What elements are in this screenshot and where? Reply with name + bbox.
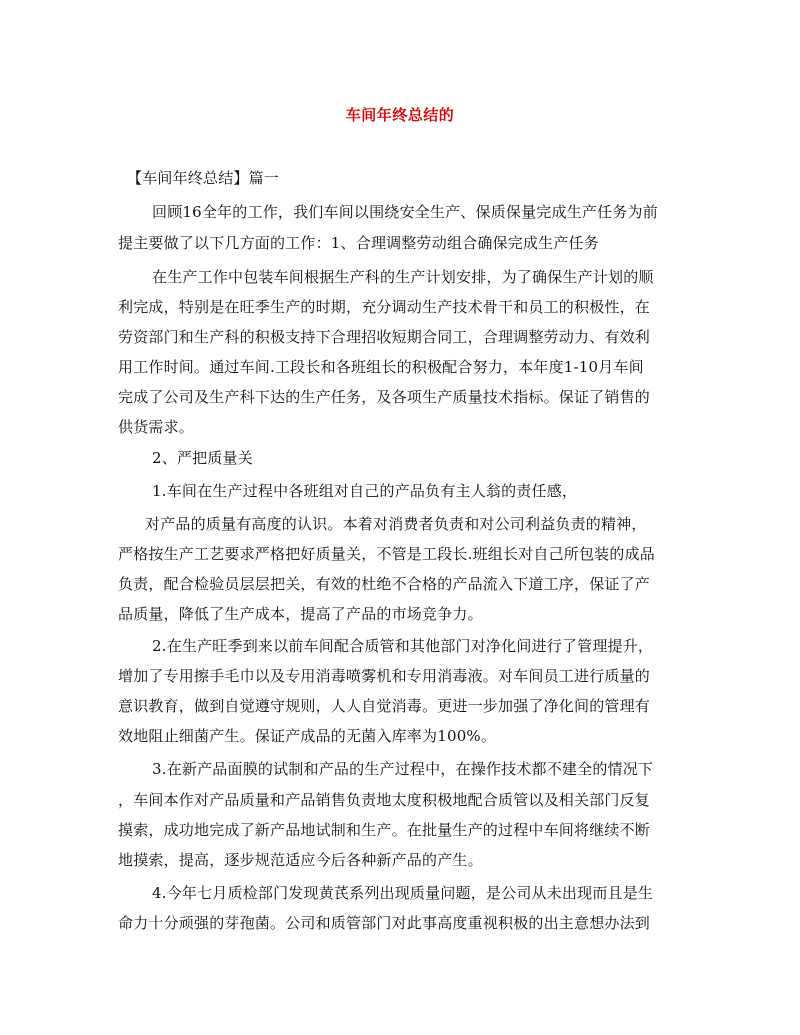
section-heading: 【车间年终总结】篇一 (127, 169, 280, 187)
paragraph-line: 用工作时间。通过车间.工段长和各班组长的积极配合努力，本年度1-10月车间 (118, 358, 644, 376)
paragraph-line: 提主要做了以下几方面的工作：1、合理调整劳动组合确保完成生产任务 (118, 234, 599, 252)
paragraph-line: 负责，配合检验员层层把关，有效的杜绝不合格的产品流入下道工序，保证了产 (118, 575, 651, 593)
paragraph-line: 意识教育，做到自觉遵守规则，人人自觉消毒。更进一步加强了净化间的管理有 (118, 697, 651, 715)
paragraph-line: 增加了专用擦手毛巾以及专用消毒喷雾机和专用消毒液。对车间员工进行质量的 (118, 667, 651, 685)
paragraph-line: 品质量，降低了生产成本，提高了产品的市场竞争力。 (118, 605, 483, 623)
paragraph-line: 劳资部门和生产科的积极支持下合理招收短期合同工，合理调整劳动力、有效利 (118, 328, 651, 346)
paragraph-line: 在生产工作中包装车间根据生产科的生产计划安排，为了确保生产计划的顺 (152, 268, 654, 286)
paragraph-line: 4.今年七月质检部门发现黄芪系列出现质量问题，是公司从未出现而且是生 (152, 884, 654, 902)
section-heading: 2、严把质量关 (152, 449, 253, 467)
paragraph-line: 2.在生产旺季到来以前车间配合质管和其他部门对净化间进行了管理提升， (152, 637, 654, 655)
paragraph-line: 3.在新产品面膜的试制和产品的生产过程中，在操作技术都不建全的情况下 (152, 760, 654, 778)
paragraph-line: 命力十分顽强的芽孢菌。公司和质管部门对此事高度重视积极的出主意想办法到 (118, 914, 651, 932)
paragraph-line: 对产品的质量有高度的认识。本着对消费者负责和对公司利益负责的精神， (145, 515, 647, 533)
paragraph-line: 地摸索，提高，逐步规范适应今后各种新产品的产生。 (118, 851, 483, 869)
paragraph-line: 完成了公司及生产科下达的生产任务，及各项生产质量技术指标。保证了销售的 (118, 388, 651, 406)
paragraph-line: 供货需求。 (118, 418, 195, 436)
paragraph-line: 利完成，特别是在旺季生产的时期，充分调动生产技术骨干和员工的积极性，在 (118, 298, 651, 316)
document-title: 车间年终总结的 (345, 106, 455, 124)
paragraph-line: 1.车间在生产过程中各班组对自己的产品负有主人翁的责任感， (152, 482, 578, 500)
paragraph-line: ，车间本作对产品质量和产品销售负责地太度积极地配合质管以及相关部门反复 (118, 791, 651, 809)
paragraph-line: 效地阻止细菌产生。保证产成品的无菌入库率为100%。 (118, 727, 497, 745)
paragraph-line: 严格按生产工艺要求严格把好质量关，不管是工段长.班组长对自己所包装的成品 (118, 545, 655, 563)
paragraph-line: 回顾16全年的工作，我们车间以围绕安全生产、保质保量完成生产任务为前 (152, 203, 658, 221)
paragraph-line: 摸索，成功地完成了新产品地试制和生产。在批量生产的过程中车间将继续不断 (118, 821, 651, 839)
